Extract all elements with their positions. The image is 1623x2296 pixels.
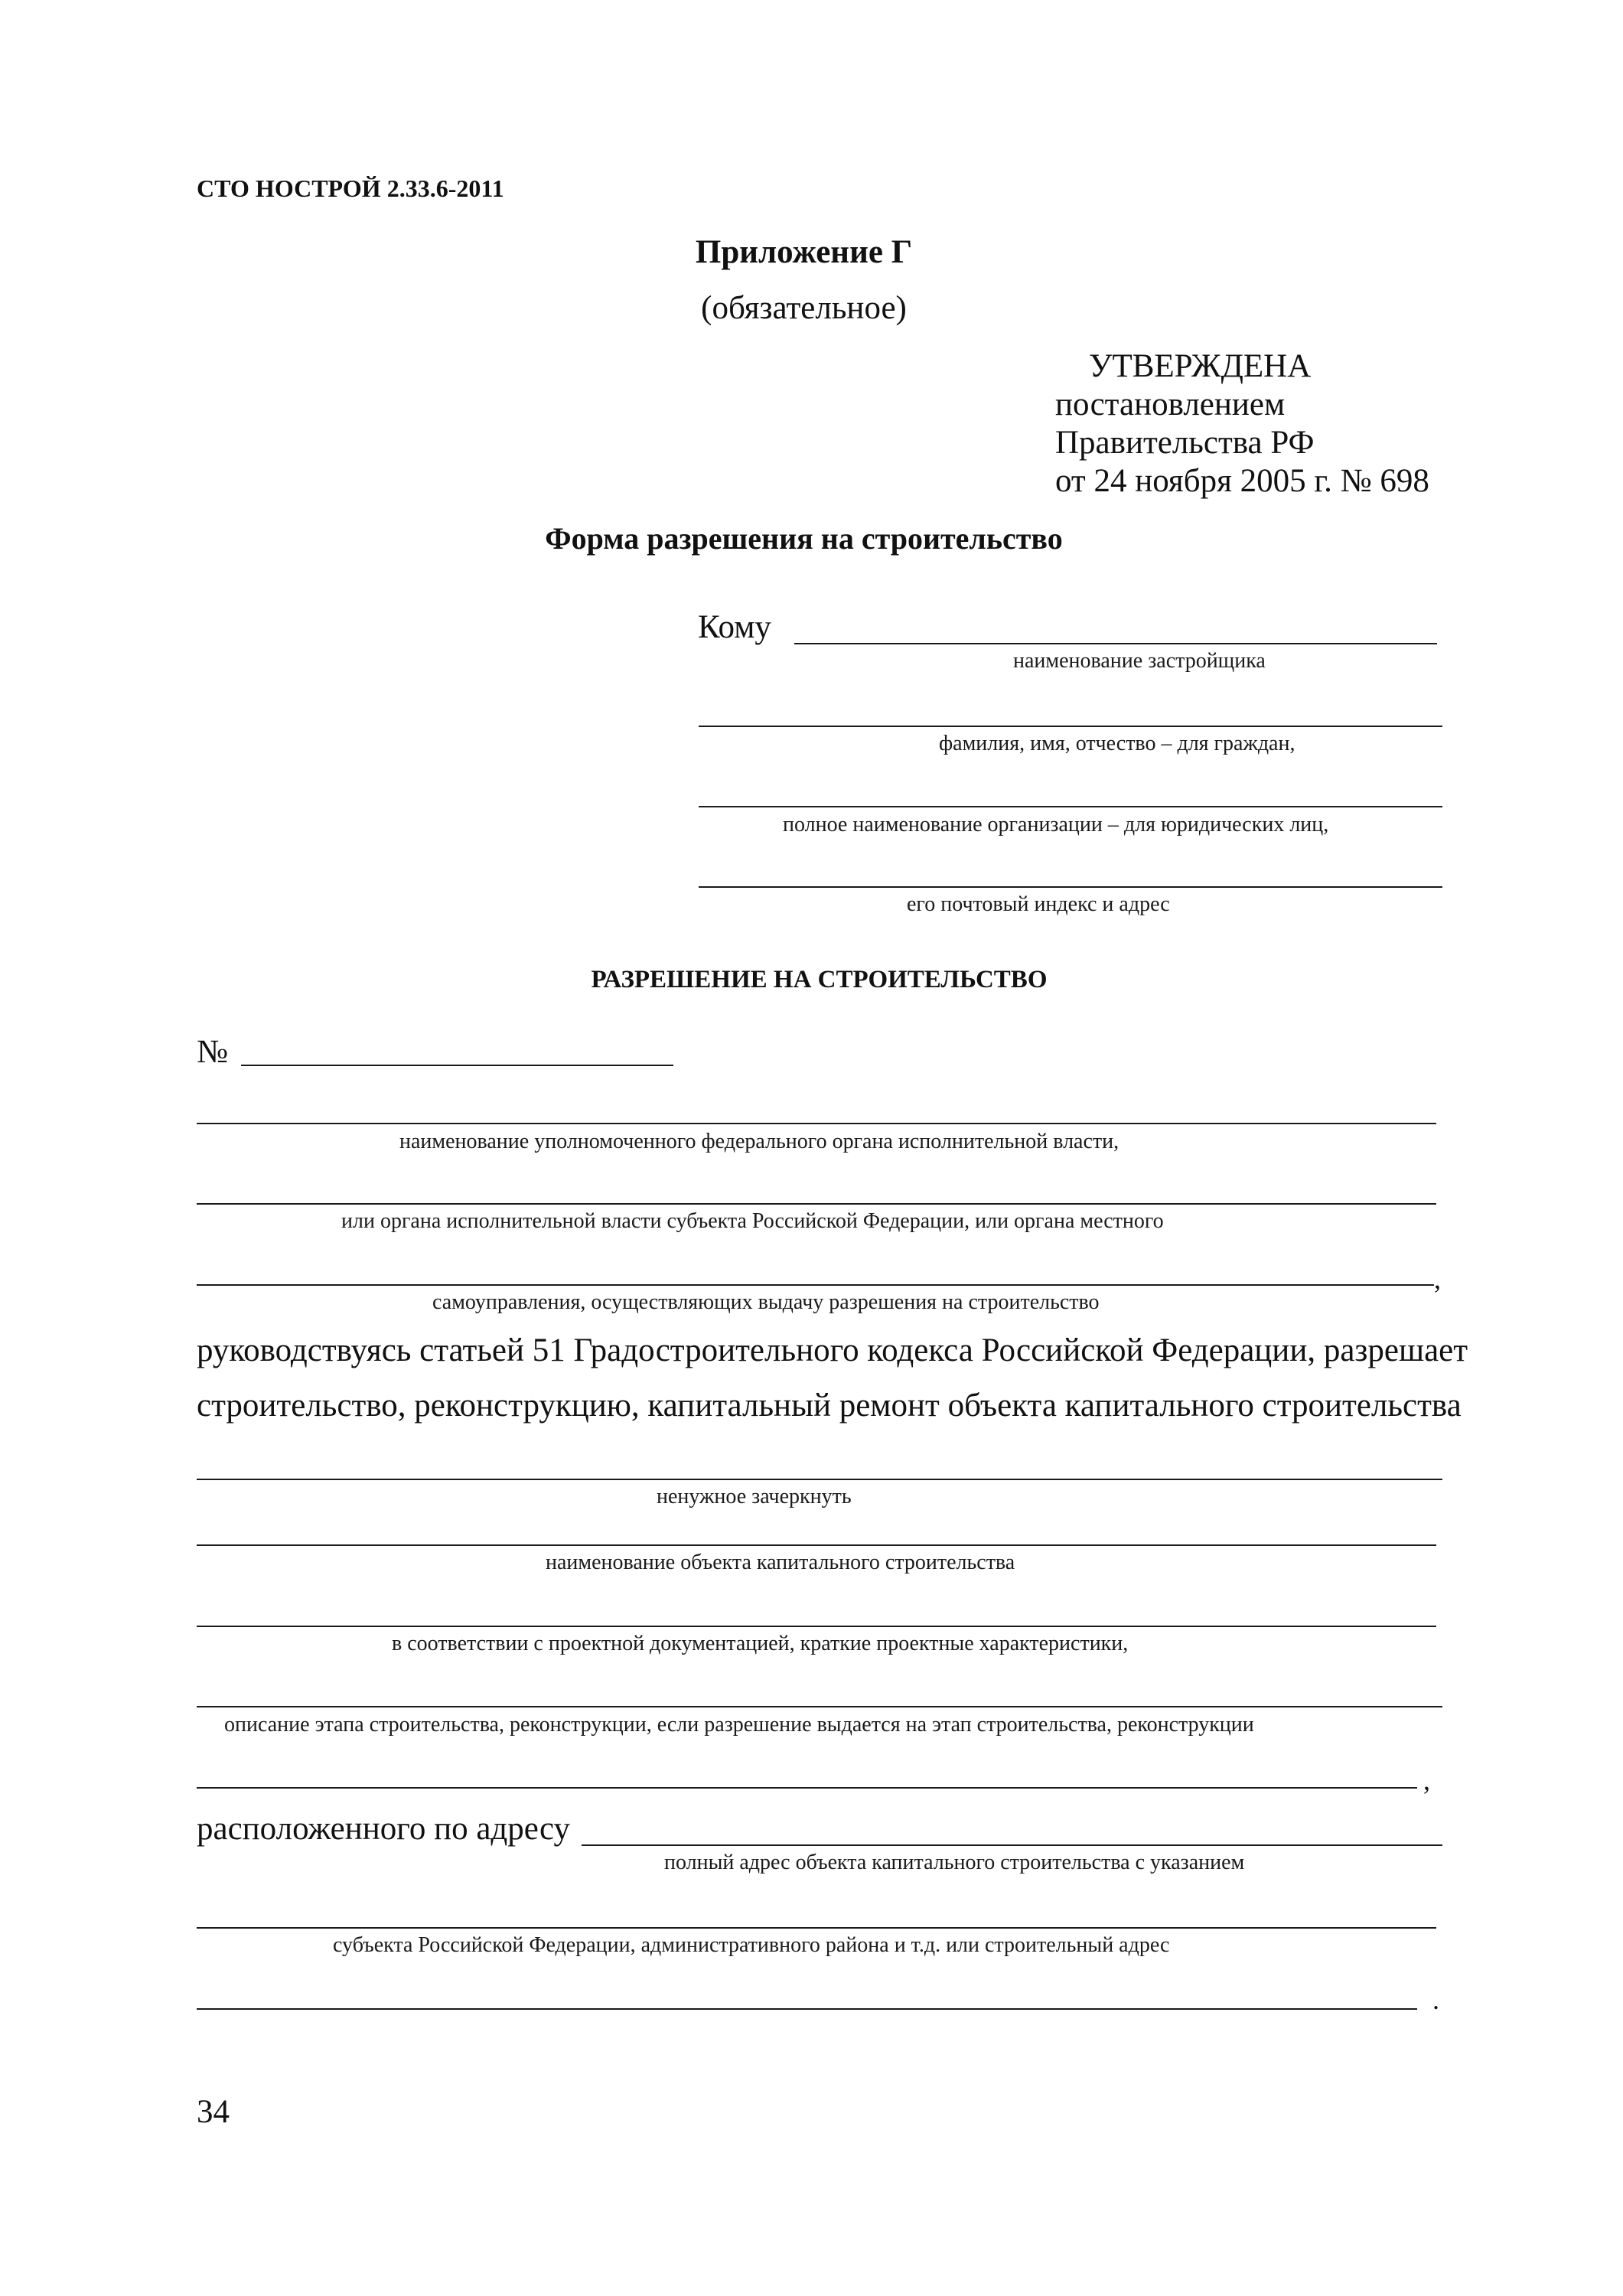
page-number: 34 — [197, 2094, 230, 2130]
address-line-2[interactable] — [197, 1927, 1436, 1929]
permit-number-label: № — [197, 1034, 229, 1070]
approval-line2: постановлением — [1055, 386, 1286, 422]
address-caption-2: субъекта Российской Федерации, административного района и т.д. или строительный адрес — [333, 1933, 1170, 1957]
body-line-1: руководствуясь статьей 51 Градостроительного кодекса Российской Федерации, разрешает — [197, 1332, 1468, 1368]
authority-line-2[interactable] — [197, 1203, 1436, 1205]
body-line-2: строительство, реконструкцию, капитальный ремонт объекта капитального строительства — [197, 1388, 1462, 1424]
approval-line1: УТВЕРЖДЕНА — [1089, 348, 1312, 384]
recipient-org-line[interactable] — [699, 806, 1442, 807]
authority-caption-2: или органа исполнительной власти субъекта Российской Федерации, или органа местного — [341, 1209, 1164, 1233]
object-trailing-comma: , — [1423, 1765, 1430, 1795]
recipient-caption-3: полное наименование организации – для юридических лиц, — [783, 813, 1329, 837]
appendix-status: (обязательное) — [701, 290, 907, 326]
approval-line4: от 24 ноября 2005 г. № 698 — [1055, 463, 1429, 499]
form-title: Форма разрешения на строительство — [545, 521, 1063, 556]
object-caption-4: описание этапа строительства, реконструкции, если разрешение выдается на этап строительства, реконструкции — [224, 1713, 1254, 1737]
recipient-caption-1: наименование застройщика — [1013, 649, 1266, 673]
authority-line-1[interactable] — [197, 1123, 1436, 1124]
address-caption-1: полный адрес объекта капитального строительства с указанием — [664, 1851, 1245, 1874]
address-line-3[interactable] — [197, 2008, 1417, 2010]
object-line-3[interactable] — [197, 1626, 1436, 1627]
recipient-caption-4: его почтовый индекс и адрес — [907, 892, 1170, 916]
address-line-1[interactable] — [582, 1844, 1442, 1846]
authority-trailing-comma: , — [1434, 1264, 1441, 1294]
object-caption-2: наименование объекта капитального строительства — [546, 1551, 1015, 1574]
recipient-name-line[interactable] — [794, 643, 1437, 644]
permit-title: РАЗРЕШЕНИЕ НА СТРОИТЕЛЬСТВО — [591, 966, 1048, 993]
authority-caption-3: самоуправления, осуществляющих выдачу разрешения на строительство — [432, 1290, 1100, 1314]
address-label: расположенного по адресу — [197, 1811, 570, 1847]
authority-caption-1: наименование уполномоченного федерального органа исполнительной власти, — [399, 1130, 1119, 1153]
recipient-caption-2: фамилия, имя, отчество – для граждан, — [939, 732, 1295, 755]
authority-line-3[interactable] — [197, 1284, 1434, 1286]
standard-code: СТО НОСТРОЙ 2.33.6-2011 — [197, 174, 504, 202]
recipient-label: Кому — [698, 609, 771, 645]
object-line-2[interactable] — [197, 1544, 1436, 1546]
permit-number-line[interactable] — [241, 1065, 673, 1066]
object-line-1[interactable] — [197, 1479, 1442, 1480]
object-caption-1: ненужное зачеркнуть — [657, 1485, 852, 1508]
recipient-fio-line[interactable] — [699, 726, 1442, 727]
object-caption-3: в соответствии с проектной документацией, краткие проектные характеристики, — [392, 1632, 1129, 1655]
address-trailing-period: . — [1432, 1985, 1439, 2015]
approval-line3: Правительства РФ — [1055, 425, 1315, 461]
object-line-5[interactable] — [197, 1787, 1417, 1789]
appendix-title: Приложение Г — [695, 234, 913, 270]
object-line-4[interactable] — [197, 1706, 1442, 1707]
recipient-address-line[interactable] — [699, 886, 1442, 888]
